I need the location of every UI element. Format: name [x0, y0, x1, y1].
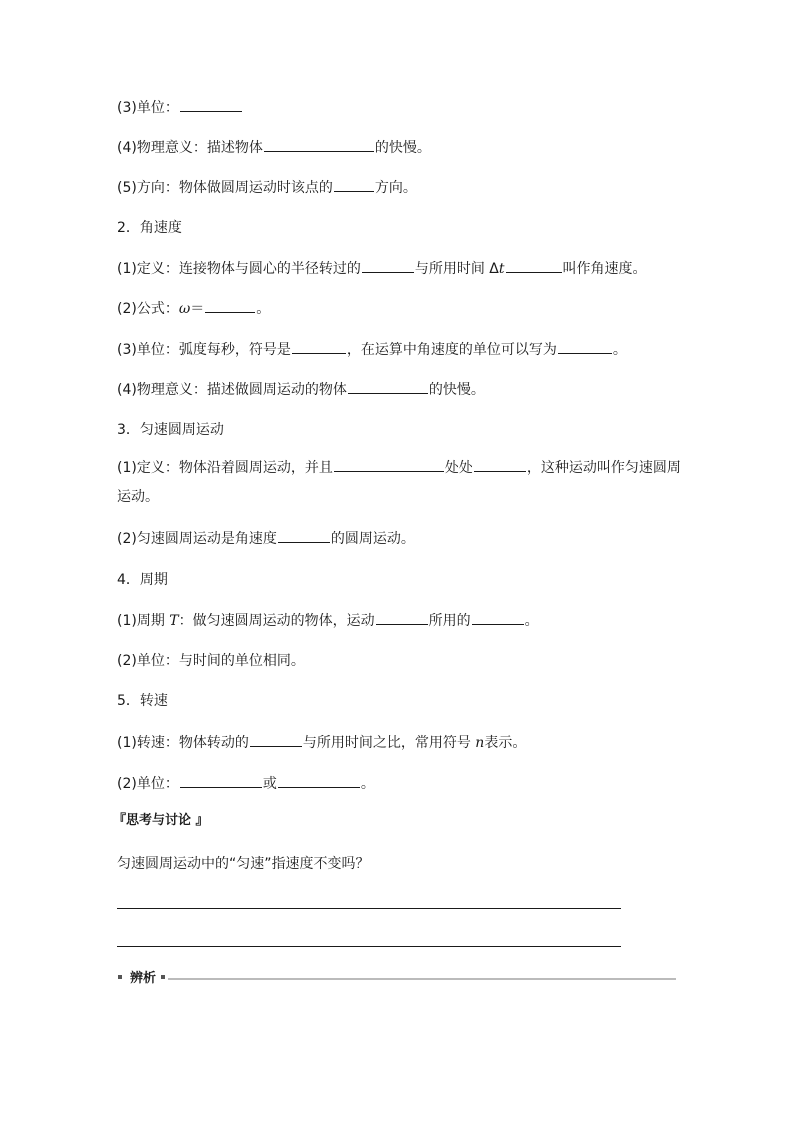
fill-blank[interactable] [292, 339, 346, 354]
unit-line [117, 97, 682, 118]
uniform-motion-angular-line [117, 528, 682, 549]
physical-meaning-line [117, 137, 682, 158]
fill-blank[interactable] [558, 339, 612, 354]
variable-omega: ω [178, 301, 191, 317]
direction-suffix: 方向。 [374, 180, 417, 196]
fill-blank[interactable] [180, 773, 262, 788]
variable-T: T [169, 613, 179, 629]
rotational-speed-unit-line [117, 773, 682, 794]
period-middle-2: 所用的 [428, 613, 471, 629]
unit-text: (2)单位：与时间的单位相同。 [117, 653, 305, 669]
meaning-text: (4)物理意义：描述做圆周运动的物体 [117, 382, 347, 398]
statement-text: (2)匀速圆周运动是角速度 [117, 531, 277, 547]
analysis-section-header [117, 969, 676, 989]
fill-blank[interactable] [472, 610, 524, 625]
unit-text: (3)单位： [117, 100, 179, 116]
section-heading-period [117, 570, 682, 590]
answer-line[interactable] [117, 946, 621, 947]
speed-suffix: 表示。 [484, 735, 527, 751]
definition-middle: 处处 [444, 460, 473, 476]
period: 。 [360, 776, 375, 792]
unit-or: 或 [262, 776, 277, 792]
meaning-text: (4)物理意义：描述物体 [117, 140, 263, 156]
fill-blank[interactable] [250, 732, 302, 747]
answer-line[interactable] [117, 908, 621, 909]
fill-blank[interactable] [506, 258, 562, 273]
period-definition-line [117, 610, 682, 631]
bullet-square-icon [161, 975, 165, 979]
section-heading-rotational-speed [117, 691, 682, 711]
period: 。 [256, 301, 271, 317]
fill-blank[interactable] [278, 528, 330, 543]
heading-text: 2．角速度 [117, 220, 182, 236]
fill-blank[interactable] [474, 457, 526, 472]
variable-t: t [498, 261, 505, 277]
period-text: (1)周期 [117, 613, 170, 629]
rotational-speed-definition-line [117, 732, 682, 753]
section-heading-angular-velocity [117, 218, 682, 238]
fill-blank[interactable] [334, 177, 374, 192]
angular-unit-line [117, 339, 682, 360]
unit-text: (3)单位：弧度每秒，符号是 [117, 342, 291, 358]
angular-velocity-definition-line [117, 258, 682, 279]
discussion-question: 匀速圆周运动中的“匀速”指速度不变吗？ [117, 856, 370, 872]
equals-sign: ＝ [190, 301, 205, 317]
unit-text: (2)单位： [117, 776, 179, 792]
fill-blank[interactable] [278, 773, 360, 788]
definition-suffix: 叫作角速度。 [562, 261, 647, 277]
definition-text: (1)定义：连接物体与圆心的半径转过的 [117, 261, 361, 277]
period: 。 [524, 613, 539, 629]
discussion-title: 『思考与讨论 』 [113, 813, 209, 828]
meaning-suffix: 的快慢。 [428, 382, 485, 398]
statement-suffix: 的圆周运动。 [330, 531, 415, 547]
fill-blank[interactable] [180, 97, 242, 112]
direction-text: (5)方向：物体做圆周运动时该点的 [117, 180, 333, 196]
section-heading-uniform-circular-motion [117, 420, 682, 440]
speed-middle: 与所用时间之比，常用符号 [302, 735, 476, 751]
analysis-label: 辨析 [130, 971, 157, 986]
speed-text: (1)转速：物体转动的 [117, 735, 249, 751]
uniform-motion-definition [117, 454, 682, 512]
definition-suffix: ，这种运动叫作匀速圆周运动。 [117, 460, 681, 505]
heading-text: 5．转速 [117, 693, 168, 709]
direction-line [117, 177, 682, 198]
period-unit-line [117, 651, 682, 671]
formula-line [117, 298, 682, 319]
bullet-square-icon [118, 975, 122, 979]
angular-meaning-line [117, 379, 682, 400]
fill-blank[interactable] [264, 137, 374, 152]
meaning-suffix: 的快慢。 [374, 140, 431, 156]
period-middle: ：做匀速圆周运动的物体，运动 [178, 613, 375, 629]
fill-blank[interactable] [205, 298, 255, 313]
fill-blank[interactable] [362, 258, 414, 273]
period: 。 [612, 342, 627, 358]
variable-n: n [475, 735, 485, 751]
formula-text: (2)公式： [117, 301, 179, 317]
divider [168, 978, 676, 980]
fill-blank[interactable] [334, 457, 444, 472]
definition-text: (1)定义：物体沿着圆周运动，并且 [117, 460, 333, 476]
heading-text: 4．周期 [117, 572, 168, 588]
fill-blank[interactable] [376, 610, 428, 625]
heading-text: 3．匀速圆周运动 [117, 422, 224, 438]
fill-blank[interactable] [348, 379, 428, 394]
unit-middle: ，在运算中角速度的单位可以写为 [346, 342, 557, 358]
definition-middle: 与所用时间 Δ [414, 261, 499, 277]
